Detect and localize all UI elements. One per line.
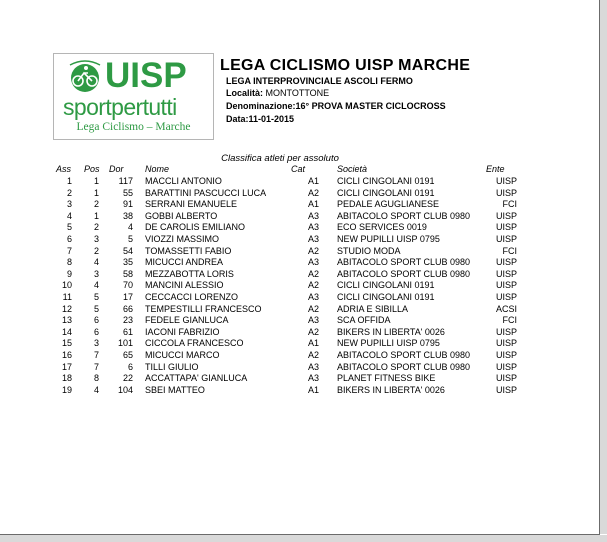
cell-dor: 61: [122, 326, 133, 337]
cell-ente: UISP: [495, 326, 517, 337]
cell-ente: FCI: [502, 199, 517, 210]
cell-cat: A2: [308, 187, 320, 198]
cell-societa: BIKERS IN LIBERTA' 0026: [337, 326, 445, 337]
cell-societa: CICLI CINGOLANI 0191: [337, 176, 435, 186]
cell-cat: A1: [308, 176, 320, 186]
col-header-pos: Pos: [84, 164, 100, 174]
col-header-cat: Cat: [291, 164, 306, 174]
cell-ente: UISP: [495, 350, 517, 360]
cell-ente: ACSI: [495, 303, 517, 314]
cell-societa: ECO SERVICES 0019: [337, 222, 427, 233]
cell-cat: A3: [308, 222, 320, 233]
cell-societa: ADRIA E SIBILLA: [337, 303, 409, 314]
cell-pos: 7: [93, 361, 99, 372]
cell-nome: SBEI MATTEO: [145, 384, 205, 395]
cell-dor: 91: [122, 199, 133, 210]
cell-cat: A2: [308, 303, 320, 314]
localita-value: MONTOTTONE: [263, 88, 330, 98]
cell-societa: CICLI CINGOLANI 0191: [337, 187, 435, 198]
col-header-societa: Società: [337, 164, 368, 174]
cell-dor: 66: [122, 303, 133, 314]
cell-cat: A1: [308, 384, 320, 395]
cell-dor: 70: [122, 280, 133, 291]
cell-ass: 9: [66, 268, 72, 279]
logo-brand: UISP: [105, 56, 187, 95]
cell-pos: 8: [93, 373, 99, 384]
cell-dor: 58: [122, 268, 133, 279]
cell-societa: BIKERS IN LIBERTA' 0026: [337, 384, 445, 395]
cell-ass: 3: [66, 199, 72, 210]
cyclist-logo-icon: [64, 59, 106, 93]
cell-cat: A2: [308, 245, 320, 256]
cell-cat: A3: [308, 210, 320, 221]
cell-nome: TEMPESTILLI FRANCESCO: [145, 303, 262, 314]
cell-nome: MANCINI ALESSIO: [145, 280, 224, 291]
cell-pos: 4: [93, 257, 99, 268]
cell-dor: 101: [117, 338, 133, 349]
cell-societa: ABITACOLO SPORT CLUB 0980: [337, 210, 471, 221]
cell-dor: 23: [122, 315, 133, 326]
page-edge-right: [599, 0, 600, 534]
cell-ente: UISP: [495, 338, 517, 349]
cell-nome: MICUCCI MARCO: [145, 350, 220, 360]
cell-dor: 38: [122, 210, 133, 221]
cell-nome: MACCLI ANTONIO: [145, 176, 222, 186]
cell-ente: UISP: [495, 361, 517, 372]
cell-ente: UISP: [495, 384, 517, 395]
cell-societa: CICLI CINGOLANI 0191: [337, 280, 435, 291]
cell-cat: A3: [308, 292, 320, 302]
cell-societa: PEDALE AGUGLIANESE: [337, 199, 440, 210]
page-edge-bottom: [0, 534, 600, 535]
logo-slogan: sportpertutti: [63, 94, 177, 120]
cell-ente: FCI: [502, 315, 517, 326]
cell-pos: 3: [93, 268, 99, 279]
cell-societa: ABITACOLO SPORT CLUB 0980: [337, 350, 471, 360]
cell-dor: 6: [127, 361, 133, 372]
cell-pos: 3: [93, 338, 99, 349]
cell-ass: 15: [61, 338, 72, 349]
cell-pos: 2: [93, 222, 99, 233]
cell-pos: 3: [93, 234, 99, 244]
cell-pos: 7: [93, 350, 99, 360]
cell-dor: 22: [122, 373, 133, 384]
cell-ente: UISP: [495, 210, 517, 221]
cell-ente: UISP: [495, 234, 517, 244]
cell-pos: 5: [93, 292, 99, 302]
cell-ente: UISP: [495, 292, 517, 302]
cell-cat: A1: [308, 199, 320, 210]
cell-nome: MEZZABOTTA LORIS: [145, 268, 234, 279]
cell-dor: 117: [118, 176, 133, 186]
cell-nome: ACCATTAPA' GIANLUCA: [145, 373, 248, 384]
cell-cat: A2: [308, 350, 320, 360]
col-header-dor: Dor: [109, 164, 124, 174]
cell-societa: ABITACOLO SPORT CLUB 0980: [337, 361, 471, 372]
cell-dor: 35: [122, 257, 133, 268]
cell-cat: A1: [308, 338, 320, 349]
cell-nome: CICCOLA FRANCESCO: [145, 338, 244, 349]
cell-ass: 8: [66, 257, 72, 268]
cell-ass: 5: [66, 222, 72, 233]
cell-ente: UISP: [495, 268, 517, 279]
cell-dor: 4: [127, 222, 133, 233]
uisp-logo: [53, 53, 214, 140]
cell-ente: UISP: [495, 176, 517, 186]
cell-cat: A3: [308, 234, 320, 244]
cell-ente: UISP: [495, 187, 517, 198]
cell-dor: 55: [122, 187, 133, 198]
cell-societa: NEW PUPILLI UISP 0795: [337, 338, 440, 349]
logo-subtitle: Lega Ciclismo – Marche: [76, 121, 191, 133]
cell-pos: 1: [93, 210, 99, 221]
cell-dor: 104: [117, 384, 133, 395]
document-title: LEGA CICLISMO UISP MARCHE: [220, 57, 471, 74]
cell-cat: A3: [308, 257, 320, 268]
cell-dor: 65: [122, 350, 133, 360]
cell-nome: FEDELE GIANLUCA: [145, 315, 229, 326]
cell-ass: 17: [61, 361, 72, 372]
cell-cat: A2: [308, 326, 320, 337]
cell-societa: ABITACOLO SPORT CLUB 0980: [337, 268, 471, 279]
localita-label: Località:: [226, 88, 264, 98]
cell-ente: UISP: [495, 280, 517, 291]
cell-societa: STUDIO MODA: [337, 245, 401, 256]
page-shadow-bottom: [0, 535, 607, 542]
col-header-ente: Ente: [486, 164, 505, 174]
cell-pos: 4: [93, 384, 99, 395]
cell-ass: 1: [66, 176, 72, 186]
organization-line: LEGA INTERPROVINCIALE ASCOLI FERMO: [226, 76, 413, 86]
cell-ass: 6: [66, 234, 72, 244]
cell-nome: VIOZZI MASSIMO: [145, 234, 220, 244]
cell-dor: 54: [122, 245, 133, 256]
cell-societa: NEW PUPILLI UISP 0795: [337, 234, 440, 244]
cell-nome: IACONI FABRIZIO: [145, 326, 220, 337]
cell-cat: A2: [308, 280, 320, 291]
cell-ass: 18: [61, 373, 72, 384]
col-header-ass: Ass: [56, 164, 72, 174]
cell-pos: 5: [93, 303, 99, 314]
cell-nome: TOMASSETTI FABIO: [145, 245, 232, 256]
cell-ente: UISP: [495, 222, 517, 233]
cell-pos: 2: [93, 199, 99, 210]
cell-ass: 2: [66, 187, 72, 198]
cell-ente: UISP: [495, 373, 517, 384]
section-title: Classifica atleti per assoluto: [221, 153, 339, 164]
denominazione-line: Denominazione:16° PROVA MASTER CICLOCROSS: [226, 101, 446, 111]
cell-dor: 5: [127, 234, 133, 244]
localita-line: [226, 88, 329, 98]
cell-ente: FCI: [502, 245, 517, 256]
cell-dor: 17: [122, 292, 133, 302]
cell-ass: 10: [61, 280, 72, 291]
cell-ass: 16: [61, 350, 72, 360]
cell-pos: 6: [93, 315, 99, 326]
cell-cat: A3: [308, 315, 320, 326]
cell-nome: TILLI GIULIO: [145, 361, 199, 372]
cell-pos: 6: [93, 326, 99, 337]
cell-pos: 4: [93, 280, 99, 291]
cell-societa: SCA OFFIDA: [337, 315, 391, 326]
cell-ass: 11: [62, 292, 72, 302]
cell-cat: A2: [308, 268, 320, 279]
cell-pos: 1: [93, 176, 99, 186]
cell-nome: SERRANI EMANUELE: [145, 199, 238, 210]
cell-societa: PLANET FITNESS BIKE: [337, 373, 436, 384]
cell-societa: ABITACOLO SPORT CLUB 0980: [337, 257, 471, 268]
cell-ente: UISP: [495, 257, 517, 268]
cell-ass: 14: [61, 326, 72, 337]
cell-ass: 13: [61, 315, 72, 326]
cell-ass: 7: [66, 245, 72, 256]
cell-societa: CICLI CINGOLANI 0191: [337, 292, 435, 302]
cell-pos: 1: [93, 187, 99, 198]
cell-cat: A3: [308, 361, 320, 372]
cell-cat: A3: [308, 373, 320, 384]
cell-pos: 2: [93, 245, 99, 256]
page-shadow-right: [600, 0, 607, 534]
cell-ass: 19: [61, 384, 72, 395]
cell-nome: DE CAROLIS EMILIANO: [145, 222, 246, 233]
col-header-nome: Nome: [145, 164, 170, 174]
cell-nome: BARATTINI PASCUCCI LUCA: [145, 187, 267, 198]
cell-nome: MICUCCI ANDREA: [145, 257, 224, 268]
cell-ass: 12: [61, 303, 72, 314]
cell-ass: 4: [66, 210, 72, 221]
date-line: Data:11-01-2015: [226, 114, 295, 124]
cell-nome: GOBBI ALBERTO: [145, 210, 218, 221]
cell-nome: CECCACCI LORENZO: [145, 292, 239, 302]
